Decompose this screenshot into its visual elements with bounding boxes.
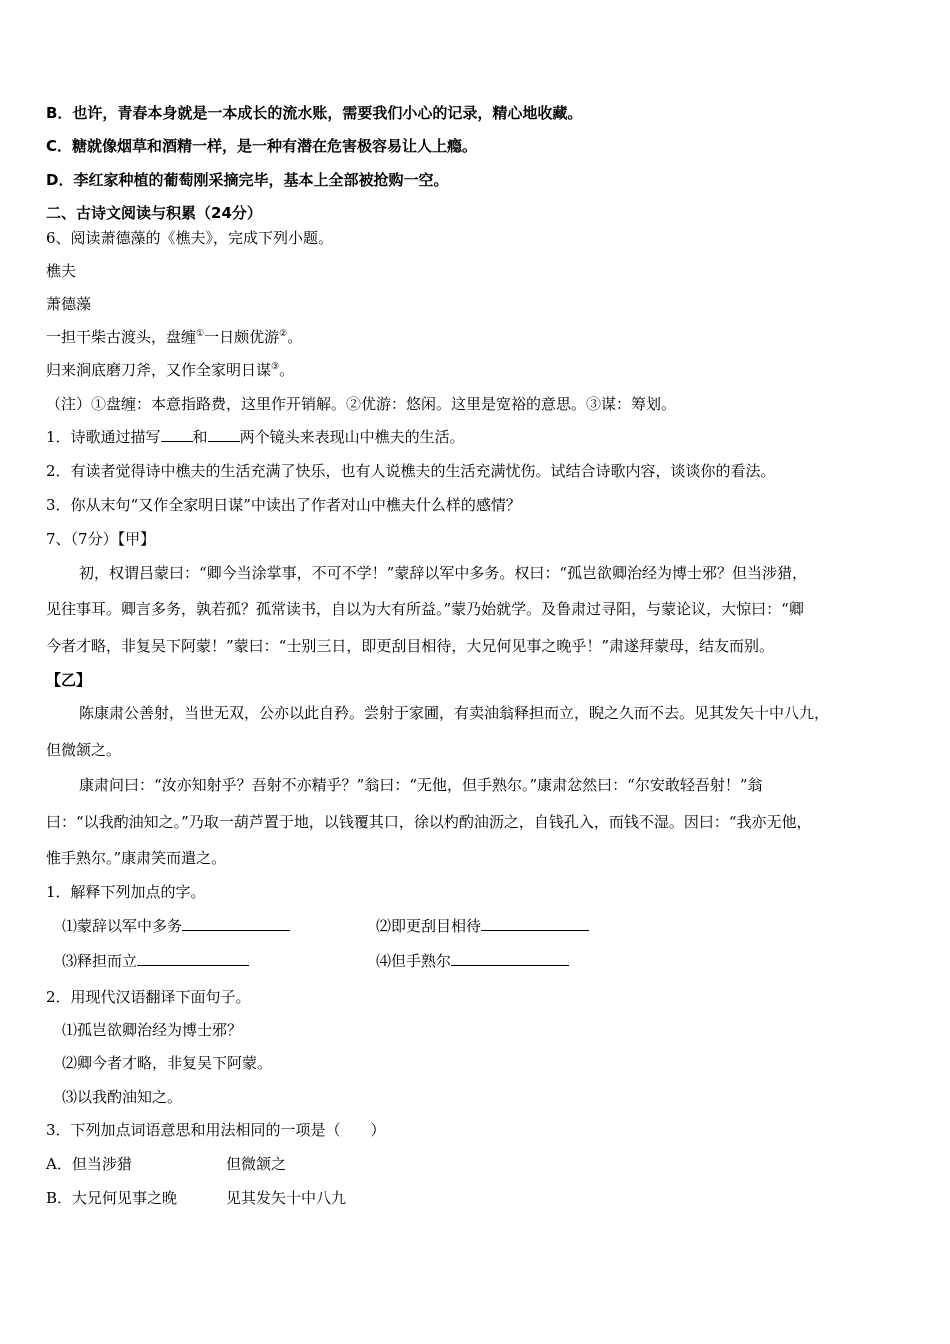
yi-passage-line: 康肃问曰：“汝亦知射乎？吾射不亦精乎？”翁曰：“无他，但手熟尔。”康肃忿然曰：“尔安敢轻吾射！”翁 — [79, 776, 763, 794]
q6-sub-1-text: 两个镜头来表现山中樵夫的生活。 — [239, 428, 465, 446]
answer-blank[interactable] — [161, 427, 193, 442]
poem-title: 樵夫 — [46, 262, 77, 280]
q7-sub-2-item: ⑴孤岂欲卿治经为博士邪？ — [62, 1021, 243, 1039]
q7-sub-1-item — [62, 951, 249, 971]
section-heading: 二、古诗文阅读与积累（24分） — [46, 204, 262, 222]
question-6-intro: 6、阅读萧德藻的《樵夫》，完成下列小题。 — [46, 229, 334, 247]
poem-line-1-part: 一日颇优游 — [204, 328, 280, 346]
q7-sub-1-item — [376, 951, 569, 971]
q7-sub-1-item-text: ⑵即更刮目相待 — [376, 917, 482, 935]
q7-sub-1-item — [62, 916, 290, 936]
option-d: D．李红家种植的葡萄刚采摘完毕，基本上全部被抢购一空。 — [46, 171, 449, 189]
q7-sub-2-item: ⑵卿今者才略，非复吴下阿蒙。 — [62, 1054, 273, 1072]
answer-blank[interactable] — [137, 951, 249, 966]
footnote-mark-1: ① — [196, 329, 205, 339]
choice-a-left: A．但当涉猎 — [46, 1155, 132, 1173]
answer-blank[interactable] — [481, 916, 589, 931]
jia-passage-line: 见往事耳。卿言多务，孰若孤？孤常读书，自以为大有所益。”蒙乃始就学。及鲁肃过寻阳，与蒙论议，大惊曰：“卿 — [46, 600, 804, 618]
q6-sub-1 — [46, 427, 465, 447]
answer-blank[interactable] — [208, 427, 240, 442]
poem-line-1-part: 一担干柴古渡头，盘缠 — [46, 328, 197, 346]
q6-sub-3: 3．你从末句“又作全家明日谋”中读出了作者对山中樵夫什么样的感情？ — [46, 496, 521, 514]
option-b: B．也许，青春本身就是一本成长的流水账，需要我们小心的记录，精心地收藏。 — [46, 104, 583, 122]
yi-passage-line: 陈康肃公善射，当世无双，公亦以此自矜。尝射于家圃，有卖油翁释担而立，睨之久而不去。见其发矢十中八九， — [79, 704, 830, 722]
question-7-header: 7、（7分）【甲】 — [46, 530, 156, 548]
q7-sub-2-item: ⑶以我酌油知之。 — [62, 1088, 183, 1106]
q7-sub-1: 1．解释下列加点的字。 — [46, 883, 206, 901]
q7-sub-1-item — [376, 916, 589, 936]
yi-passage-line: 惟手熟尔。”康肃笑而遣之。 — [46, 849, 227, 867]
footnote-mark-2: ② — [279, 329, 288, 339]
q7-sub-1-item-text: ⑶释担而立 — [62, 952, 138, 970]
yi-label: 【乙】 — [46, 671, 92, 689]
choice-b-right: 见其发矢十中八九 — [226, 1189, 347, 1207]
poem-line-2-part: 归来涧底磨刀斧，又作全家明日谋 — [46, 361, 272, 379]
q6-sub-2: 2．有读者觉得诗中樵夫的生活充满了快乐，也有人说樵夫的生活充满忧伤。试结合诗歌内容，谈谈你的看法。 — [46, 462, 776, 480]
poem-note: （注）①盘缠：本意指路费，这里作开销解。②优游：悠闲。这里是宽裕的意思。③谋：筹划。 — [46, 395, 677, 413]
q6-sub-1-text: 和 — [192, 428, 208, 446]
poem-author: 萧德藻 — [46, 295, 92, 313]
poem-line-2 — [46, 360, 294, 380]
option-c: C．糖就像烟草和酒精一样，是一种有潜在危害极容易让人上瘾。 — [46, 137, 478, 155]
jia-passage-line: 今者才略，非复吴下阿蒙！”蒙曰：“士别三日，即更刮目相待，大兄何见事之晚乎！”肃遂拜蒙母，结友而别。 — [46, 637, 775, 655]
yi-passage-line: 但微颔之。 — [46, 741, 122, 759]
poem-line-1 — [46, 327, 302, 347]
jia-passage-line: 初，权谓吕蒙曰：“卿今当涂掌事，不可不学！”蒙辞以军中多务。权曰：“孤岂欲卿治经为博士邪？但当涉猎， — [79, 564, 808, 582]
answer-blank[interactable] — [182, 916, 290, 931]
q6-sub-1-text: 1．诗歌通过描写 — [46, 428, 161, 446]
q7-sub-3: 3．下列加点词语意思和用法相同的一项是（ ） — [46, 1121, 386, 1139]
yi-passage-line: 曰：“以我酌油知之。”乃取一葫芦置于地，以钱覆其口，徐以杓酌油沥之，自钱孔入，而钱不湿。因曰：“我亦无他， — [46, 813, 812, 831]
q7-sub-2: 2．用现代汉语翻译下面句子。 — [46, 988, 251, 1006]
poem-line-1-part: 。 — [287, 328, 303, 346]
answer-blank[interactable] — [451, 951, 569, 966]
choice-b-left: B．大兄何见事之晚 — [46, 1189, 178, 1207]
q7-sub-1-item-text: ⑷但手熟尔 — [376, 952, 452, 970]
footnote-mark-3: ③ — [271, 362, 280, 372]
choice-a-right: 但微颔之 — [226, 1155, 287, 1173]
poem-line-2-part: 。 — [279, 361, 295, 379]
q7-sub-1-item-text: ⑴蒙辞以军中多务 — [62, 917, 183, 935]
